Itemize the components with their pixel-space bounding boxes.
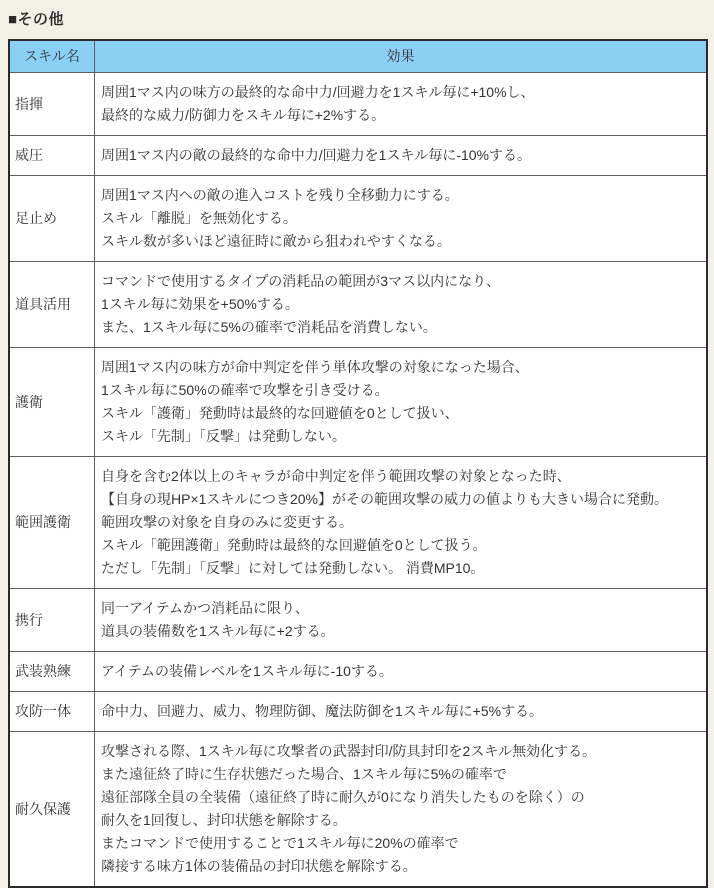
effect-cell [95, 589, 708, 652]
effect-line: 周囲1マス内の敵の最終的な命中力/回避力を1スキル毎に-10%する。 [101, 147, 532, 163]
effect-line: また遠征終了時に生存状態だった場合、1スキル毎に5%の確率で [101, 766, 507, 782]
column-header-skill-name: スキル名 [9, 40, 95, 73]
table-header-row [9, 40, 707, 73]
effect-line: 周囲1マス内への敵の進入コストを残り全移動力にする。 [101, 187, 459, 203]
skill-name-cell: 武装熟練 [9, 652, 95, 692]
table-row [9, 589, 707, 652]
table-row [9, 73, 707, 136]
effect-line: スキル「護衛」発動時は最終的な回避値を0として扱い、 [101, 405, 459, 421]
column-header-effect: 効果 [95, 40, 708, 73]
skill-name-cell: 耐久保護 [9, 732, 95, 888]
effect-cell [95, 136, 708, 176]
table-row [9, 692, 707, 732]
skill-name-cell: 足止め [9, 176, 95, 262]
table-row [9, 348, 707, 457]
effect-cell [95, 732, 708, 888]
effect-line: 範囲攻撃の対象を自身のみに変更する。 [101, 514, 353, 530]
effect-line: 攻撃される際、1スキル毎に攻撃者の武器封印/防具封印を2スキル無効化する。 [101, 743, 597, 759]
skill-name-cell: 携行 [9, 589, 95, 652]
effect-line: 命中力、回避力、威力、物理防御、魔法防御を1スキル毎に+5%する。 [101, 703, 544, 719]
effect-line: スキル「離脱」を無効化する。 [101, 210, 297, 226]
effect-cell [95, 73, 708, 136]
effect-line: スキル「範囲護衛」発動時は最終的な回避値を0として扱う。 [101, 537, 487, 553]
effect-line: 1スキル毎に効果を+50%する。 [101, 296, 299, 312]
skill-name-cell: 道具活用 [9, 262, 95, 348]
effect-line: 最終的な威力/防御力をスキル毎に+2%する。 [101, 107, 386, 123]
effect-line: 【自身の現HP×1スキルにつき20%】がその範囲攻撃の威力の値よりも大きい場合に発動。 [101, 491, 669, 507]
effect-line: スキル数が多いほど遠征時に敵から狙われやすくなる。 [101, 233, 451, 249]
effect-line: 耐久を1回復し、封印状態を解除する。 [101, 812, 347, 828]
effect-line: またコマンドで使用することで1スキル毎に20%の確率で [101, 835, 459, 851]
effect-cell [95, 692, 708, 732]
table-row [9, 457, 707, 589]
effect-cell [95, 262, 708, 348]
effect-cell [95, 652, 708, 692]
effect-line: 周囲1マス内の味方の最終的な命中力/回避力を1スキル毎に+10%し、 [101, 84, 535, 100]
effect-line: 遠征部隊全員の全装備（遠征終了時に耐久が0になり消失したものを除く）の [101, 789, 585, 805]
table-row [9, 262, 707, 348]
page-title: ■その他 [8, 11, 65, 28]
effect-cell [95, 457, 708, 589]
skill-name-cell: 範囲護衛 [9, 457, 95, 589]
effect-line: コマンドで使用するタイプの消耗品の範囲が3マス以内になり、 [101, 273, 501, 289]
effect-line: また、1スキル毎に5%の確率で消耗品を消費しない。 [101, 319, 437, 335]
table-row [9, 176, 707, 262]
skill-name-cell: 攻防一体 [9, 692, 95, 732]
effect-line: アイテムの装備レベルを1スキル毎に-10する。 [101, 663, 393, 679]
effect-line: ただし「先制」「反撃」に対しては発動しない。 消費MP10。 [101, 560, 485, 576]
skill-name-cell: 威圧 [9, 136, 95, 176]
effect-line: 隣接する味方1体の装備品の封印状態を解除する。 [101, 858, 417, 874]
effect-cell [95, 348, 708, 457]
skill-name-cell: 指揮 [9, 73, 95, 136]
effect-line: 道具の装備数を1スキル毎に+2する。 [101, 623, 335, 639]
table-row [9, 732, 707, 888]
effect-line: 自身を含む2体以上のキャラが命中判定を伴う範囲攻撃の対象となった時、 [101, 468, 571, 484]
effect-line: 同一アイテムかつ消耗品に限り、 [101, 600, 310, 616]
table-row [9, 136, 707, 176]
effect-cell [95, 176, 708, 262]
skills-table [8, 39, 708, 888]
effect-line: 1スキル毎に50%の確率で攻撃を引き受ける。 [101, 382, 389, 398]
skill-name-cell: 護衛 [9, 348, 95, 457]
effect-line: スキル「先制」「反撃」は発動しない。 [101, 428, 346, 444]
table-row [9, 652, 707, 692]
effect-line: 周囲1マス内の味方が命中判定を伴う単体攻撃の対象になった場合、 [101, 359, 529, 375]
